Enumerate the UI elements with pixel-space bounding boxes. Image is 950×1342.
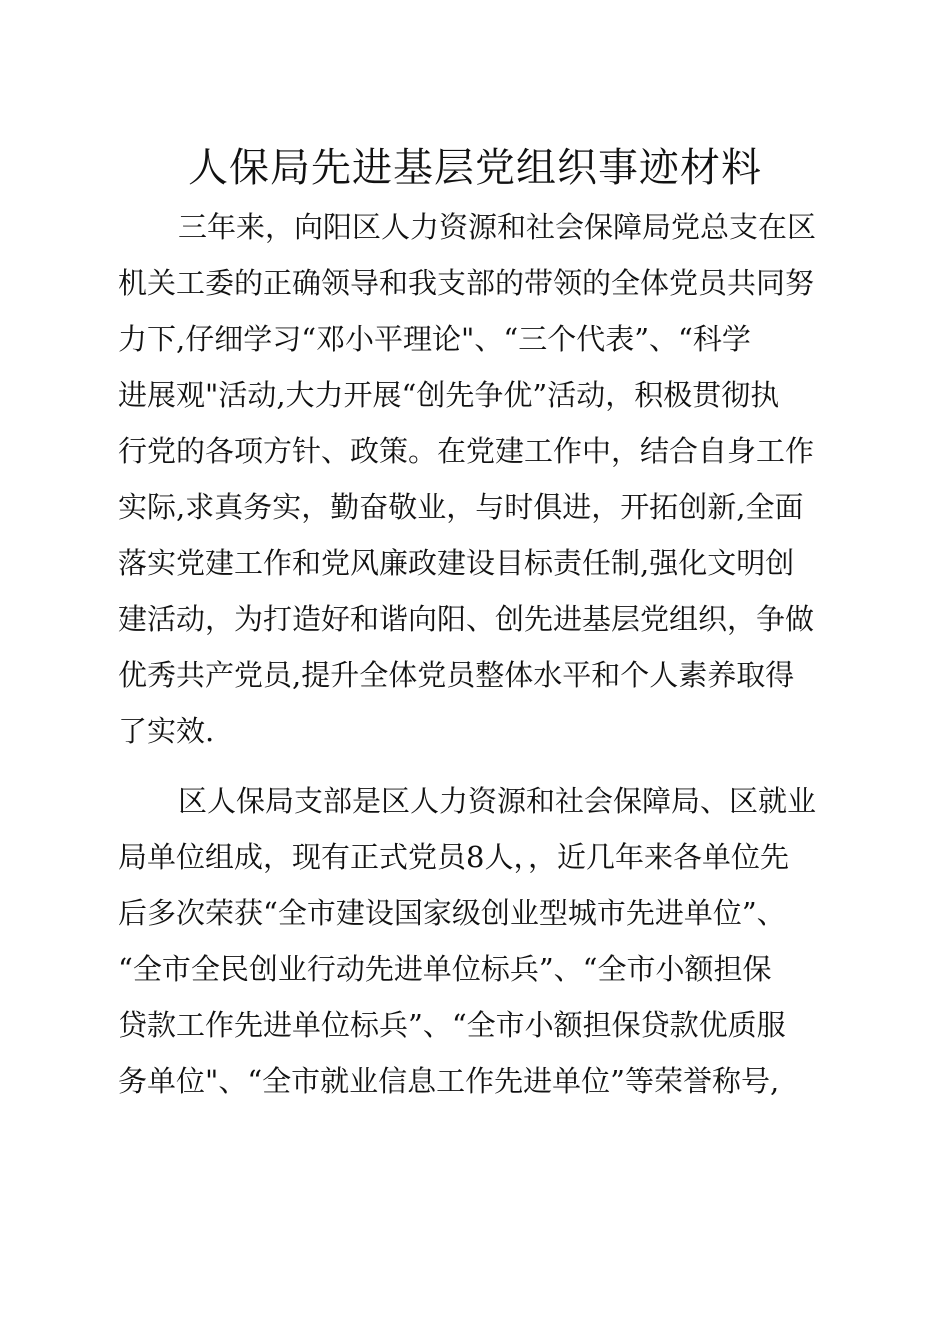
paragraph-line: 贷款工作先进单位标兵”、“全市小额担保贷款优质服 <box>118 1008 786 1042</box>
paragraph-line: 后多次荣获“全市建设国家级创业型城市先进单位”、 <box>118 896 786 930</box>
paragraph-line: 区人保局支部是区人力资源和社会保障局、区就业 <box>178 784 817 818</box>
paragraph-line: 局单位组成，现有正式党员8人，，近几年来各单位先 <box>118 840 789 874</box>
paragraph-line: 三年来，向阳区人力资源和社会保障局党总支在区 <box>178 210 817 244</box>
paragraph-line: 进展观"活动,大力开展“创先争优”活动，积极贯彻执 <box>118 378 780 412</box>
paragraph-line: 机关工委的正确领导和我支部的带领的全体党员共同努 <box>118 266 815 300</box>
paragraph-line: 优秀共产党员,提升全体党员整体水平和个人素养取得 <box>118 658 795 692</box>
paragraph-2 <box>118 773 828 1109</box>
document-title: 人保局先进基层党组织事迹材料 <box>188 145 762 191</box>
paragraph-line: 力下,仔细学习“邓小平理论"、“三个代表”、“科学 <box>118 322 751 356</box>
paragraph-1 <box>118 199 828 759</box>
paragraph-line: 行党的各项方针、政策。在党建工作中，结合自身工作 <box>118 434 815 468</box>
paragraph-line: 务单位"、“全市就业信息工作先进单位”等荣誉称号, <box>118 1064 780 1098</box>
paragraph-line: 建活动，为打造好和谐向阳、创先进基层党组织，争做 <box>118 602 815 636</box>
paragraph-line: “全市全民创业行动先进单位标兵”、“全市小额担保 <box>118 952 772 986</box>
paragraph-line: 实际,求真务实，勤奋敬业，与时俱进，开拓创新,全面 <box>118 490 804 524</box>
paragraph-line: 落实党建工作和党风廉政建设目标责任制,强化文明创 <box>118 546 795 580</box>
paragraph-line: 了实效. <box>118 714 215 748</box>
